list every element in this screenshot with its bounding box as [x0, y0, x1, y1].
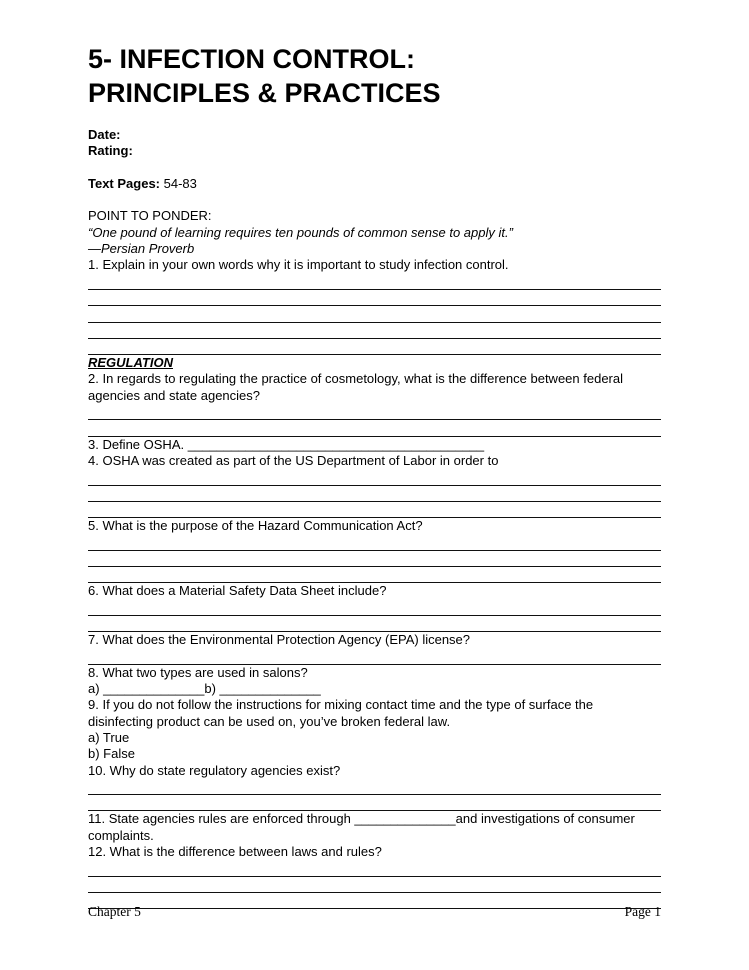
- text-pages-row: [88, 176, 661, 192]
- answer-line: [88, 420, 661, 436]
- question-7: 7. What does the Environmental Protection Agency (EPA) license?: [88, 632, 471, 648]
- question-4: 4. OSHA was created as part of the US Department of Labor in order to: [88, 452, 499, 468]
- answer-line: [88, 877, 661, 893]
- question-8-options: a) ______________b) ______________: [88, 681, 321, 697]
- ponder-quote: “One pound of learning requires ten pounds of common sense to apply it.”: [88, 224, 513, 240]
- question-5: 5. What is the purpose of the Hazard Communication Act?: [88, 518, 423, 534]
- regulation-heading: REGULATION: [88, 355, 173, 371]
- answer-lines-q6: [88, 600, 661, 633]
- answer-lines-q2: [88, 404, 661, 437]
- answer-line: [88, 502, 661, 518]
- question-1: 1. Explain in your own words why it is important to study infection control.: [88, 257, 509, 273]
- answer-line: [88, 649, 661, 665]
- answer-line: [88, 323, 661, 339]
- question-10: 10. Why do state regulatory agencies exist?: [88, 762, 341, 778]
- rating-label: Rating:: [88, 143, 133, 159]
- answer-line: [88, 600, 661, 616]
- answer-lines-q12: [88, 860, 661, 909]
- text-pages-value: 54-83: [163, 175, 197, 191]
- question-2: 2. In regards to regulating the practice of cosmetology, what is the difference between federal agencies and state agencies?: [88, 371, 623, 403]
- answer-line: [88, 534, 661, 550]
- answer-line: [88, 290, 661, 306]
- answer-line: [88, 795, 661, 811]
- page-footer: [88, 903, 661, 920]
- answer-line: [88, 779, 661, 795]
- answer-line: [88, 551, 661, 567]
- answer-line: [88, 339, 661, 355]
- answer-line: [88, 404, 661, 420]
- question-6: 6. What does a Material Safety Data Sheet include?: [88, 583, 387, 599]
- ponder-attribution: —Persian Proverb: [88, 241, 195, 257]
- answer-line: [88, 274, 661, 290]
- answer-line: [88, 306, 661, 322]
- page-title-line2: PRINCIPLES & PRACTICES: [88, 78, 441, 108]
- footer-chapter: Chapter 5: [88, 904, 141, 919]
- text-pages-label: Text Pages:: [88, 175, 161, 191]
- question-8: 8. What two types are used in salons?: [88, 664, 308, 680]
- blank-line: [88, 160, 661, 176]
- question-9-option-true: a) True: [88, 729, 130, 745]
- answer-lines-q7: [88, 649, 661, 665]
- question-12: 12. What is the difference between laws and rules?: [88, 844, 382, 860]
- answer-line: [88, 469, 661, 485]
- answer-lines-q10: [88, 779, 661, 812]
- blank-line: [88, 192, 661, 208]
- point-to-ponder-heading: POINT TO PONDER:: [88, 208, 212, 224]
- question-11: 11. State agencies rules are enforced through ______________and investigations of consumer complaints.: [88, 811, 635, 843]
- question-9: 9. If you do not follow the instructions for mixing contact time and the type of surface the disinfecting product can be used on, you’ve broken federal law.: [88, 697, 594, 729]
- answer-line: [88, 486, 661, 502]
- date-label: Date:: [88, 127, 121, 142]
- question-3: 3. Define OSHA. _________________________________________: [88, 436, 485, 452]
- answer-lines-q5: [88, 534, 661, 583]
- answer-line: [88, 567, 661, 583]
- answer-line: [88, 860, 661, 876]
- page-title: [88, 42, 661, 110]
- page-title-line1: 5- INFECTION CONTROL:: [88, 44, 415, 74]
- question-9-option-false: b) False: [88, 746, 135, 762]
- answer-lines-q1: [88, 274, 661, 355]
- answer-line: [88, 616, 661, 632]
- answer-lines-q4: [88, 469, 661, 518]
- footer-page-number: Page 1: [624, 904, 661, 919]
